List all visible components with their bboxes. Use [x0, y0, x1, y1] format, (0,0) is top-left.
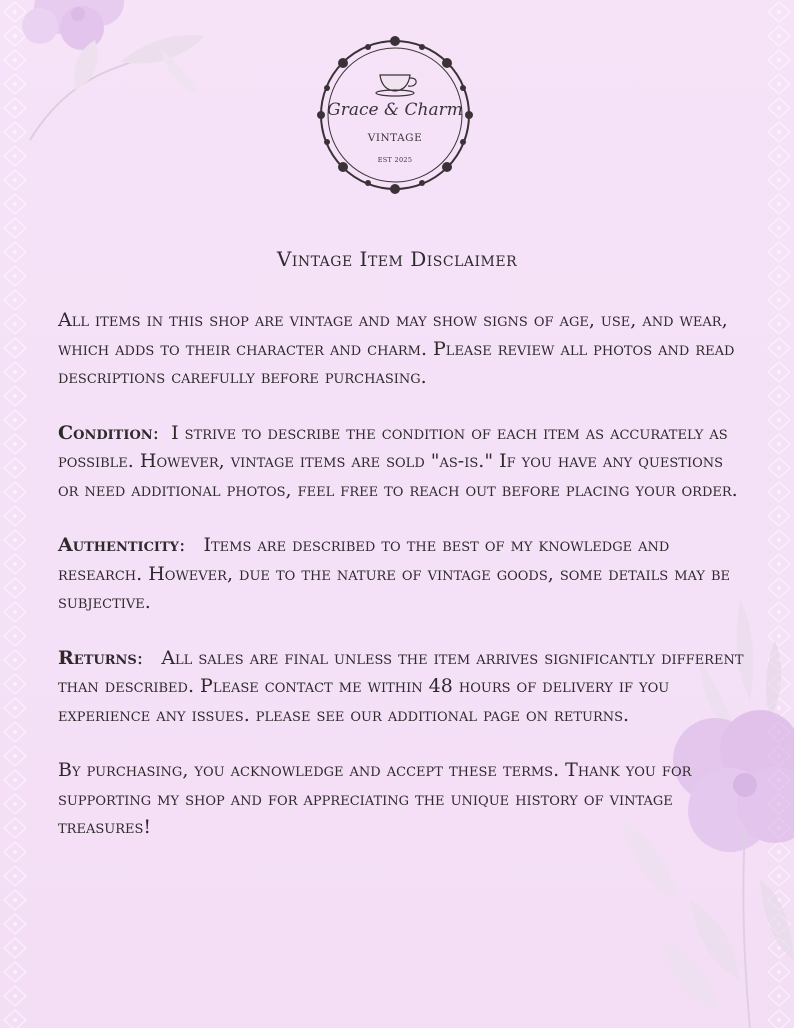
authenticity-heading: Authenticity: [58, 534, 179, 556]
closing-paragraph: By purchasing, you acknowledge and accept these terms. Thank you for supporting my shop and for appreciating the unique history of vintage treasures!: [58, 759, 692, 838]
page-title: Vintage Item Disclaimer: [276, 247, 518, 271]
condition-heading: Condition: [58, 421, 153, 444]
authenticity-paragraph: Authenticity: Items are described to the best of my knowledge and research. However, due to the nature of vintage goods, some details may be subjective.: [58, 534, 731, 613]
disclaimer-body: [58, 306, 748, 869]
intro-paragraph: All items in this shop are vintage and may show signs of age, use, and wear, which adds to their character and charm. Please review all photos and read descriptions carefully before purchasing.: [58, 309, 735, 388]
authenticity-text: Items are described to the best of my knowledge and research. However, due to the nature of vintage goods, some details may be subjective.: [58, 534, 731, 613]
logo-subtitle: VINTAGE: [367, 132, 423, 144]
logo-established: EST 2025: [377, 156, 413, 164]
teacup-icon: [376, 75, 416, 96]
returns-heading: Returns: [58, 646, 137, 669]
returns-paragraph: Returns: All sales are final unless the item arrives significantly different than described. Please contact me within 48 hours of delivery if you experience any issues. please see our additional page on returns.: [58, 646, 744, 726]
left-border-pattern: [0, 0, 30, 1028]
flower-decoration-top-left: [0, 0, 220, 150]
condition-text: I strive to describe the condition of each item as accurately as possible. However, vintage items are sold "as-is." If you have any questions or need additional photos, feel free to reach out before placing your order.: [58, 421, 738, 501]
condition-paragraph: Condition: I strive to describe the condition of each item as accurately as possible. However, vintage items are sold "as-is." If you have any questions or need additional photos, feel free to reach out before placing your order.: [58, 421, 738, 501]
returns-text: All sales are final unless the item arrives significantly different than described. Please contact me within 48 hours of delivery if you experience any issues. please see our additional page on returns.: [58, 646, 744, 726]
logo-shop-name: Grace & Charm: [327, 100, 463, 120]
